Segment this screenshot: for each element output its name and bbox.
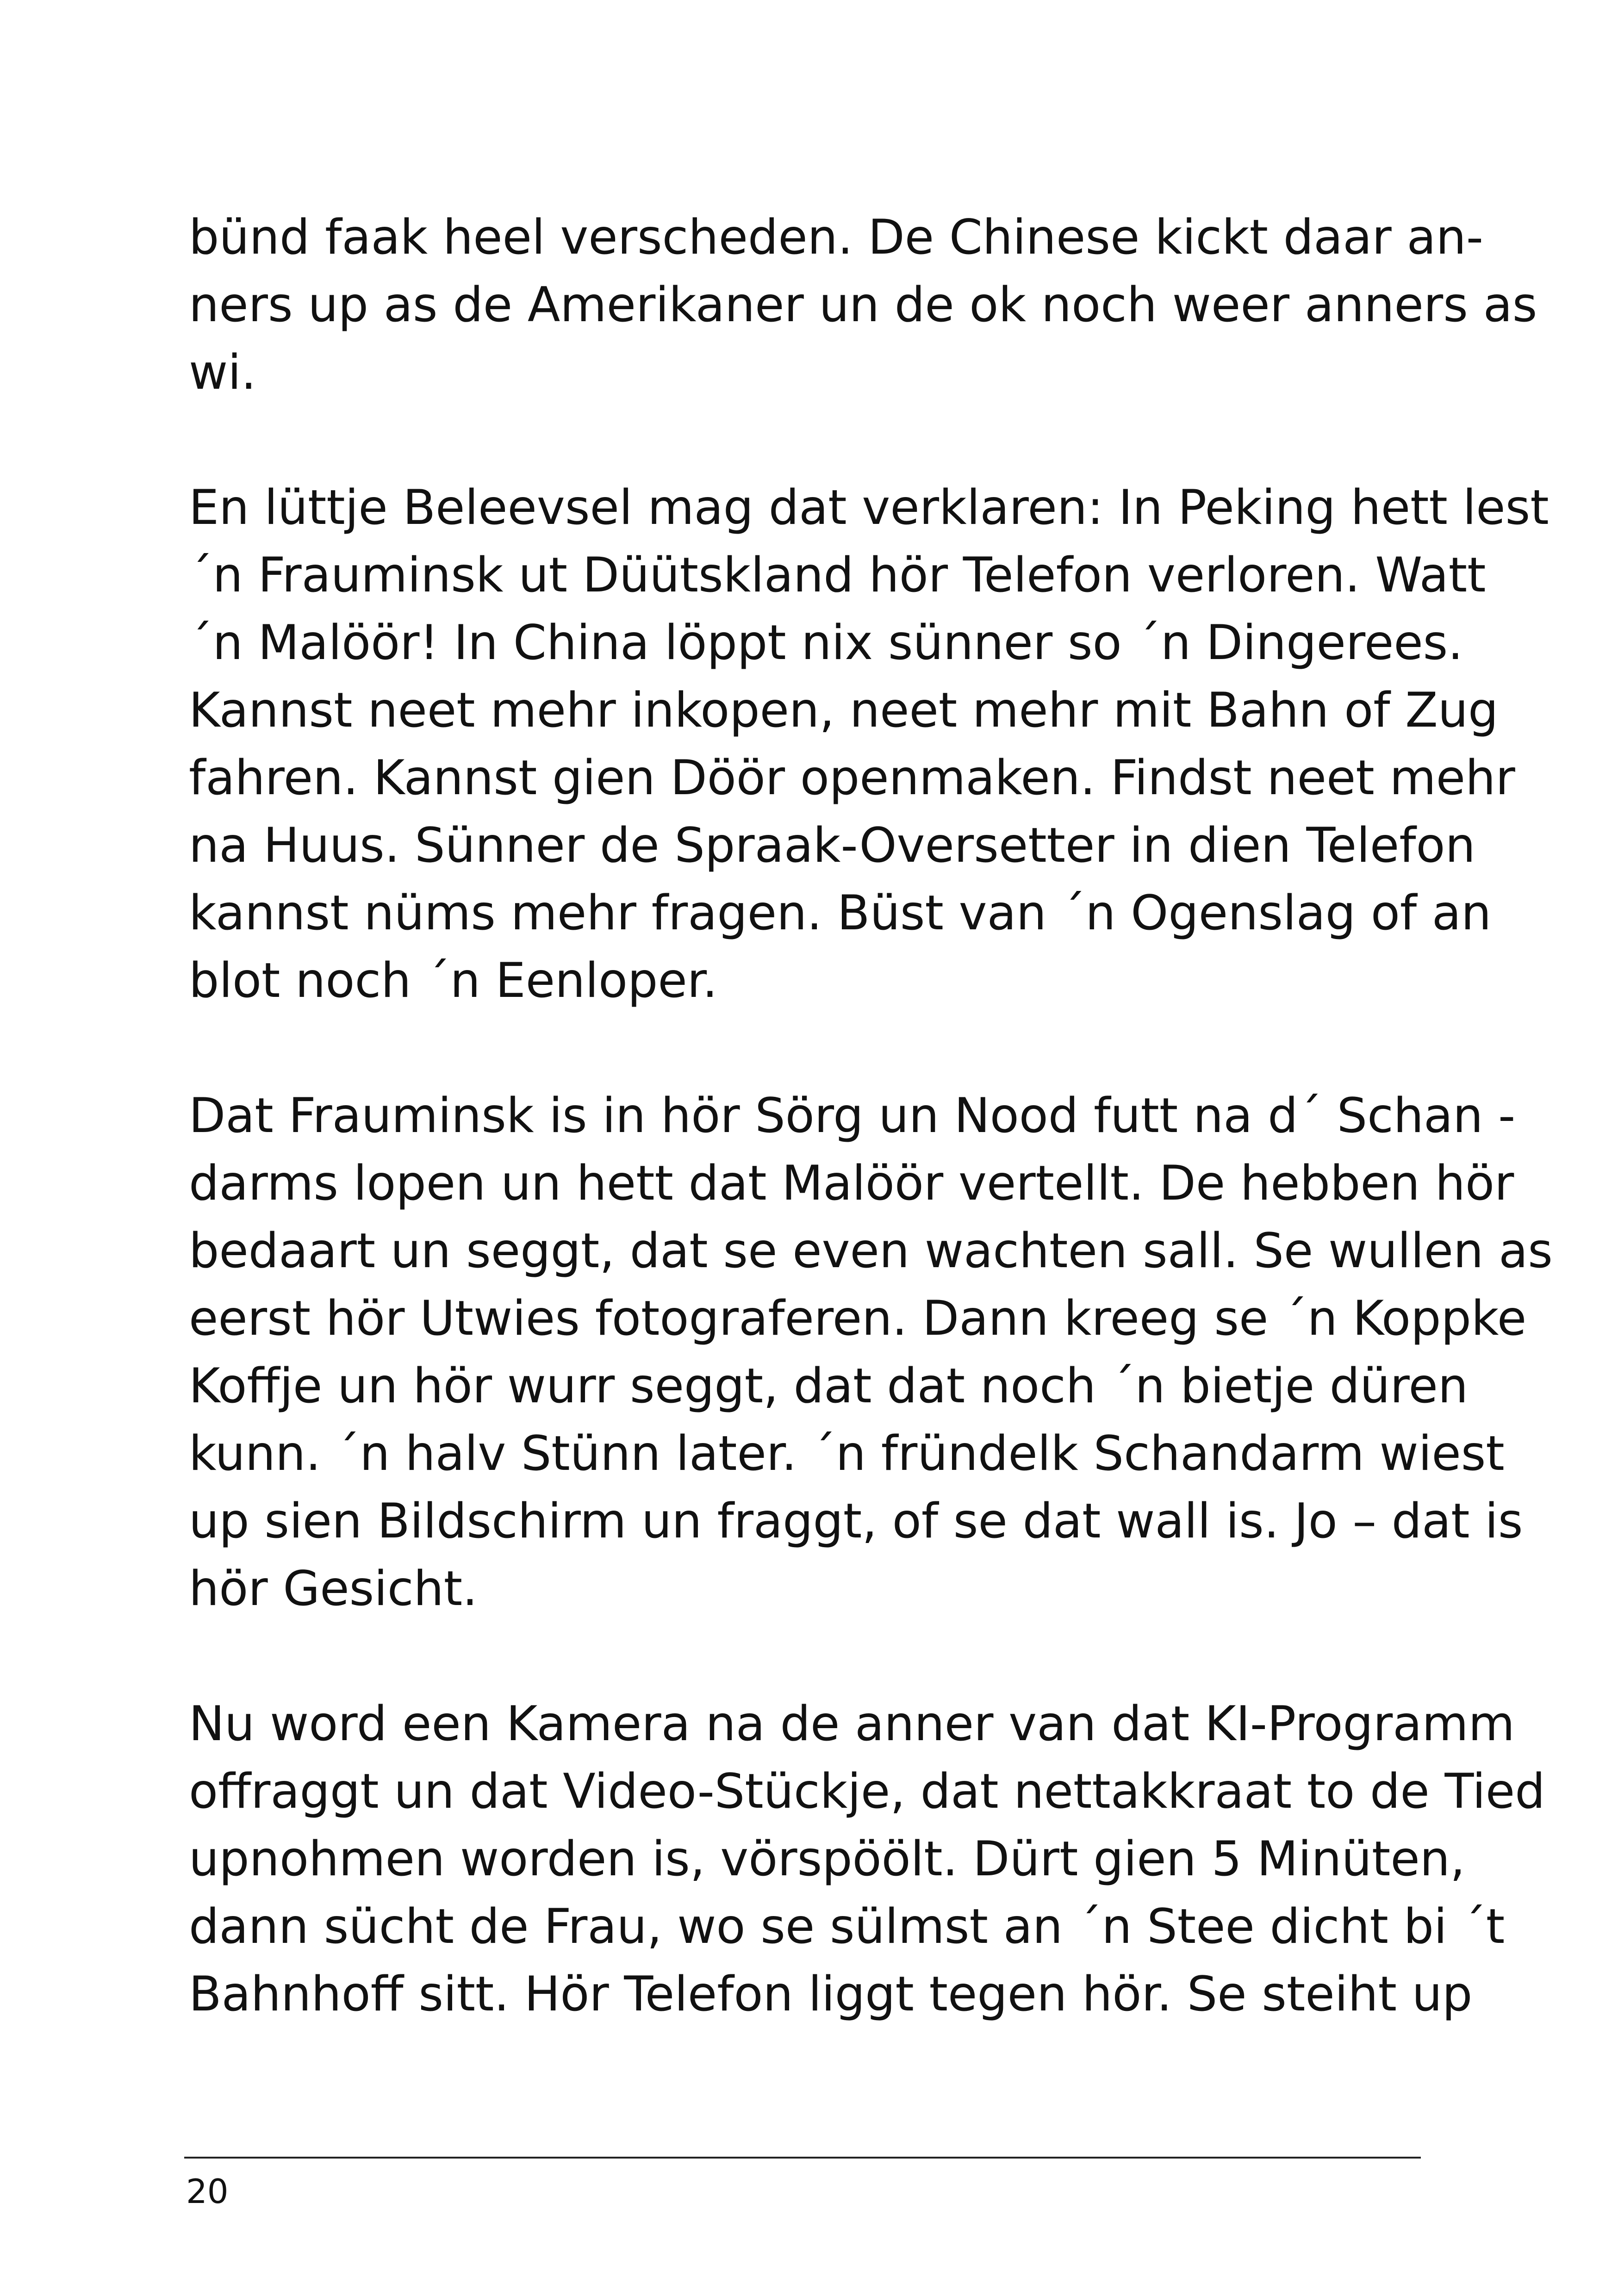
text-line: offraggt un dat Video-Stückje, dat nettakkraat to de Tied: [189, 1764, 1545, 1819]
text-line: ners up as de Amerikaner un de ok noch weer anners as: [189, 277, 1537, 333]
text-line: ´n Frauminsk ut Düütskland hör Telefon verloren. Watt: [189, 548, 1486, 603]
body-text: [189, 204, 1553, 2028]
text-line: up sien Bildschirm un fraggt, of se dat wall is. Jo – dat is: [189, 1493, 1523, 1549]
text-line: wi.: [189, 345, 256, 400]
text-line: hör Gesicht.: [189, 1561, 478, 1617]
text-line: Dat Frauminsk is in hör Sörg un Nood futt na d´ Schan -: [189, 1088, 1516, 1144]
text-line: En lüttje Beleevsel mag dat verklaren: In Peking hett lest: [189, 480, 1549, 535]
paragraph: [189, 1690, 1545, 2028]
text-line: ´n Malöör! In China löppt nix sünner so ´n Dingerees.: [189, 615, 1463, 671]
footer-divider: [184, 2157, 1421, 2159]
paragraph-gap: [189, 1014, 1415, 1082]
paragraph: [189, 474, 1549, 1014]
text-line: darms lopen un hett dat Malöör vertellt. De hebben hör: [189, 1156, 1514, 1211]
text-line: eerst hör Utwies fotograferen. Dann kreeg se ´n Koppke: [189, 1291, 1527, 1346]
text-line: fahren. Kannst gien Döör openmaken. Findst neet mehr: [189, 750, 1515, 806]
text-line: upnohmen worden is, vörspöölt. Dürt gien 5 Minüten,: [189, 1831, 1465, 1887]
page-number: 20: [186, 2172, 229, 2211]
text-line: blot noch ´n Eenloper.: [189, 953, 718, 1008]
text-line: kunn. ´n halv Stünn later. ´n fründelk Schandarm wiest: [189, 1426, 1505, 1481]
text-line: bedaart un seggt, dat se even wachten sall. Se wullen as: [189, 1223, 1553, 1279]
paragraph: [189, 1082, 1553, 1623]
text-line: dann sücht de Frau, wo se sülmst an ´n Stee dicht bi ´t: [189, 1899, 1505, 1954]
text-line: Bahnhoff sitt. Hör Telefon liggt tegen hör. Se steiht up: [189, 1966, 1473, 2022]
paragraph-gap: [189, 406, 1415, 474]
paragraph: [189, 204, 1537, 406]
text-line: Nu word een Kamera na de anner van dat KI-Programm: [189, 1696, 1515, 1752]
text-line: na Huus. Sünner de Spraak-Oversetter in dien Telefon: [189, 818, 1475, 873]
text-line: Koffje un hör wurr seggt, dat dat noch ´n bietje düren: [189, 1358, 1469, 1414]
text-line: Kannst neet mehr inkopen, neet mehr mit Bahn of Zug: [189, 683, 1499, 738]
text-line: bünd faak heel verscheden. De Chinese kickt daar an-: [189, 210, 1484, 265]
text-line: kannst nüms mehr fragen. Büst van ´n Ogenslag of an: [189, 885, 1492, 941]
paragraph-gap: [189, 1623, 1415, 1690]
